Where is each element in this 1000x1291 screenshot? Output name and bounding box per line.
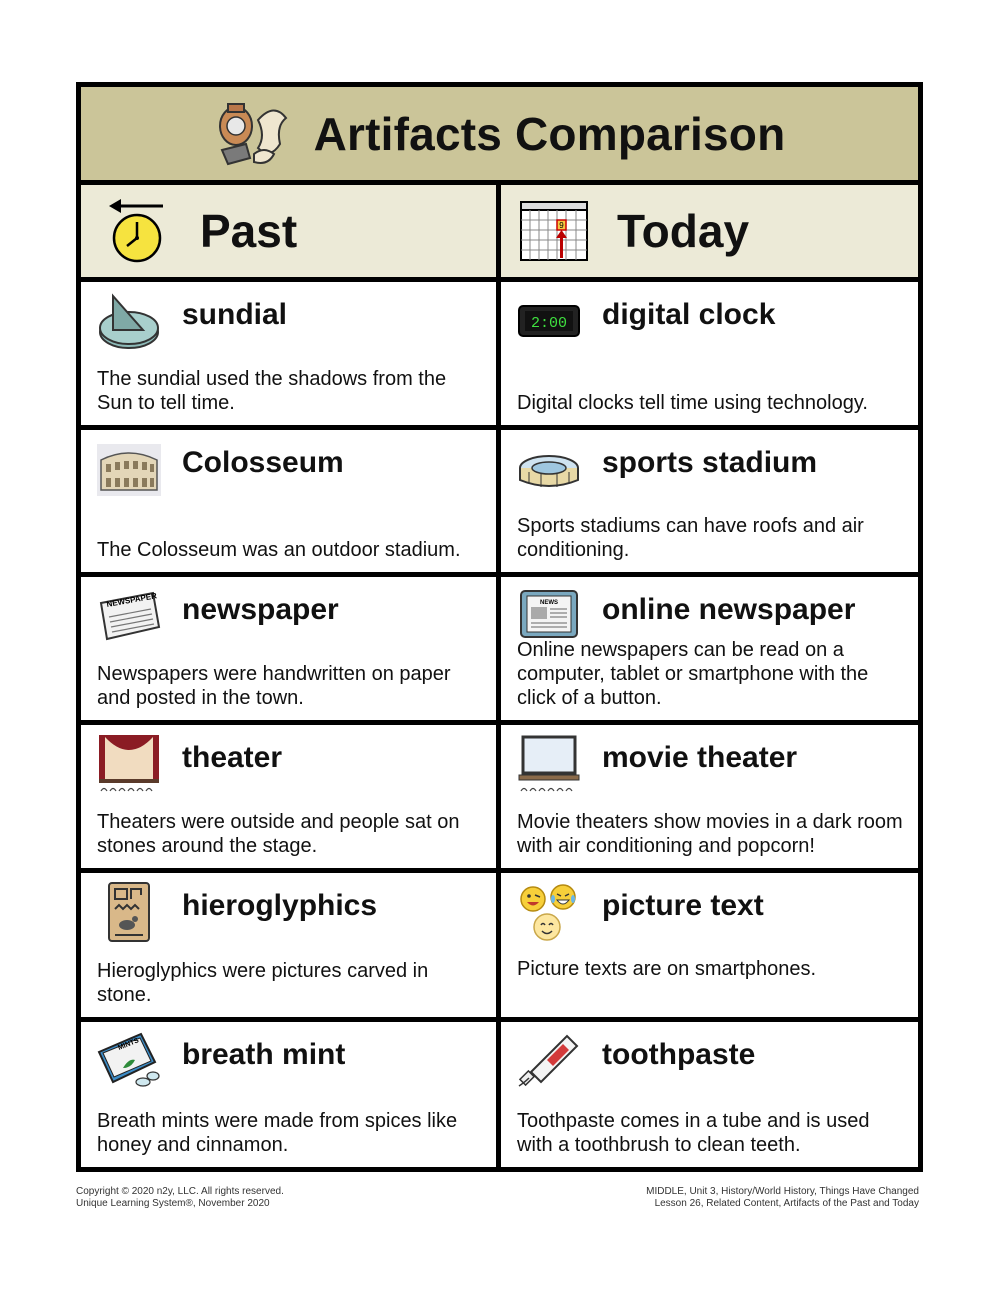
item-name: sports stadium [602, 446, 818, 479]
theater-stage-icon [97, 733, 161, 797]
past-card-breath-mint [81, 1022, 496, 1167]
newspaper-masthead-text: NEWSPAPER [105, 591, 158, 609]
emoji-icon [517, 881, 581, 945]
stadium-icon [517, 438, 581, 502]
movie-screen-icon [517, 733, 581, 797]
today-card-toothpaste [501, 1022, 918, 1167]
title-bar [81, 87, 918, 180]
copyright-line: Copyright © 2020 n2y, LLC. All rights reserved. [76, 1186, 284, 1197]
past-column-header [81, 185, 496, 277]
calendar-icon [519, 198, 591, 264]
mint-tin-icon [97, 1030, 161, 1094]
item-description: Movie theaters show movies in a dark room with air conditioning and popcorn! [517, 811, 903, 857]
item-name: newspaper [182, 593, 339, 626]
item-name: theater [182, 741, 283, 774]
artifacts-icon [214, 100, 294, 168]
item-description: Breath mints were made from spices like honey and cinnamon. [97, 1110, 458, 1156]
unit-line: MIDDLE, Unit 3, History/World History, Things Have Changed [646, 1186, 919, 1197]
newspaper-icon [97, 585, 161, 649]
item-name: Colosseum [182, 446, 344, 479]
toothpaste-tube-icon [517, 1030, 581, 1094]
item-description: Hieroglyphics were pictures carved in stone. [97, 960, 429, 1006]
item-description: Sports stadiums can have roofs and air conditioning. [517, 515, 864, 561]
copyright-footer [76, 1186, 284, 1210]
item-description: Online newspapers can be read on a computer, tablet or smartphone with the click of a button. [517, 639, 869, 709]
item-name: sundial [182, 298, 288, 331]
hieroglyph-tablet-icon [97, 881, 161, 945]
lesson-footer [646, 1186, 919, 1210]
lesson-line: Lesson 26, Related Content, Artifacts of the Past and Today [654, 1198, 919, 1209]
past-label: Past [200, 205, 298, 257]
artifacts-table [76, 82, 923, 1172]
today-card-movie-theater [501, 725, 918, 868]
past-card-sundial [81, 282, 496, 425]
edition-line: Unique Learning System®, November 2020 [76, 1198, 270, 1209]
item-name: toothpaste [602, 1038, 756, 1071]
item-name: online newspaper [602, 593, 856, 626]
past-card-hieroglyphics [81, 873, 496, 1017]
today-label: Today [617, 205, 750, 257]
clock-back-arrow-icon [107, 198, 167, 264]
news-masthead-text: NEWS [540, 600, 558, 606]
item-description: Newspapers were handwritten on paper and posted in the town. [97, 663, 451, 709]
today-column-header [501, 185, 918, 277]
today-card-sports-stadium [501, 430, 918, 572]
item-name: picture text [602, 889, 764, 922]
past-card-theater [81, 725, 496, 868]
item-description: The Colosseum was an outdoor stadium. [97, 539, 461, 561]
item-name: movie theater [602, 741, 798, 774]
calendar-day-text: 9 [559, 221, 564, 230]
item-description: Theaters were outside and people sat on stones around the stage. [97, 811, 460, 857]
page-title: Artifacts Comparison [313, 107, 786, 160]
clock-display-text: 2:00 [530, 315, 568, 332]
digital-clock-icon [517, 290, 581, 354]
today-card-picture-text [501, 873, 918, 1017]
item-name: hieroglyphics [182, 889, 378, 922]
item-description: Toothpaste comes in a tube and is used with a toothbrush to clean teeth. [517, 1110, 870, 1156]
today-card-digital-clock [501, 282, 918, 425]
colosseum-icon [97, 438, 161, 502]
item-name: breath mint [182, 1038, 346, 1071]
today-card-online-newspaper [501, 577, 918, 720]
item-description: Digital clocks tell time using technology. [517, 392, 868, 414]
past-card-colosseum [81, 430, 496, 572]
item-description: The sundial used the shadows from the Sun to tell time. [97, 368, 447, 414]
sundial-icon [97, 290, 161, 354]
item-name: digital clock [602, 298, 776, 331]
past-card-newspaper [81, 577, 496, 720]
item-description: Picture texts are on smartphones. [517, 958, 817, 980]
mints-label-text: MINTS [117, 1037, 140, 1052]
